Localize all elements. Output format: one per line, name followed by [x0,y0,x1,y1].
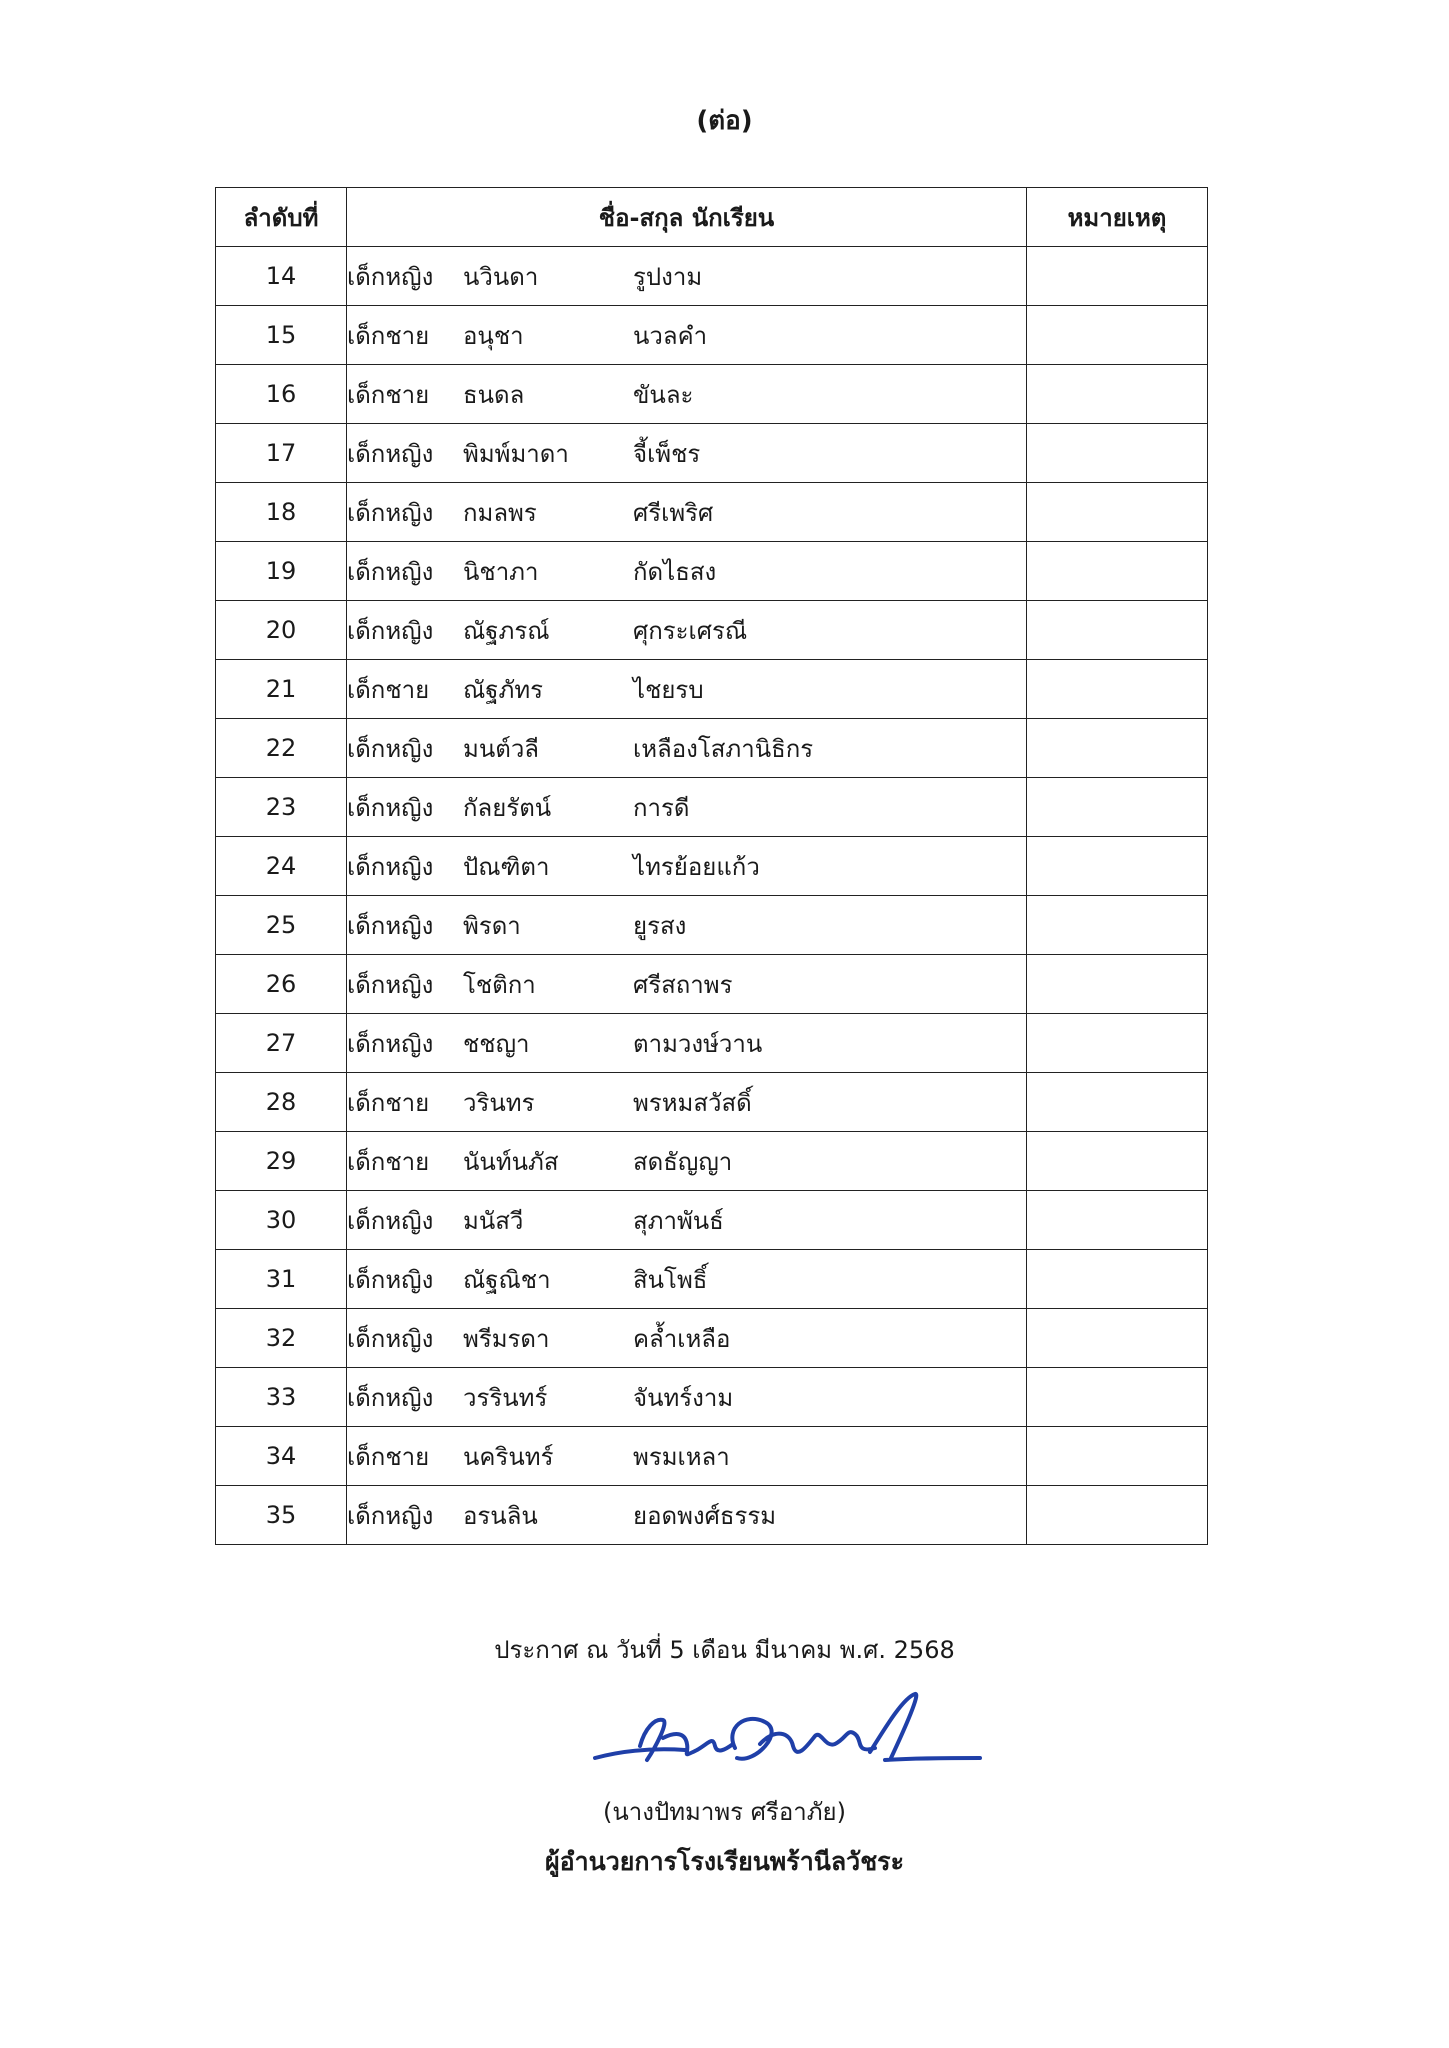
student-name-cell [347,247,1027,306]
last-name: ศรีเพริศ [633,498,714,527]
last-name: นวลคำ [633,321,708,350]
table-row [216,778,1208,837]
note-cell [1027,1132,1208,1191]
row-number: 16 [216,365,347,424]
row-number: 18 [216,483,347,542]
student-name-cell [347,1014,1027,1073]
student-name-cell [347,424,1027,483]
name-prefix: เด็กหญิง [347,262,434,291]
name-prefix: เด็กชาย [347,1442,430,1471]
note-cell [1027,601,1208,660]
last-name: ยูรสง [633,911,687,940]
row-number: 27 [216,1014,347,1073]
student-name-cell [347,1191,1027,1250]
first-name: นครินทร์ [463,1442,554,1471]
student-name-cell [347,1309,1027,1368]
row-number: 24 [216,837,347,896]
row-number: 30 [216,1191,347,1250]
table-row [216,955,1208,1014]
table-row [216,247,1208,306]
first-name: พรีมรดา [463,1324,550,1353]
row-number: 14 [216,247,347,306]
student-name-cell [347,1427,1027,1486]
name-prefix: เด็กหญิง [347,1265,434,1294]
name-prefix: เด็กหญิง [347,970,434,999]
table-row [216,1309,1208,1368]
note-cell [1027,1191,1208,1250]
first-name: พิมพ์มาดา [463,439,569,468]
header-note: หมายเหตุ [1027,188,1208,247]
table-row [216,660,1208,719]
student-name-cell [347,1132,1027,1191]
note-cell [1027,1486,1208,1545]
student-name-cell [347,955,1027,1014]
first-name: ชชญา [463,1029,530,1058]
note-cell [1027,365,1208,424]
student-name-cell [347,778,1027,837]
table-body [216,247,1208,1545]
table-row [216,542,1208,601]
note-cell [1027,955,1208,1014]
last-name: กัดไธสง [633,557,717,586]
first-name: กัลยรัตน์ [463,793,552,822]
row-number: 31 [216,1250,347,1309]
name-prefix: เด็กหญิง [347,1383,434,1412]
student-name-cell [347,306,1027,365]
table-row [216,306,1208,365]
note-cell [1027,306,1208,365]
first-name: มนต์วลี [463,734,539,763]
first-name: มนัสวี [463,1206,524,1235]
first-name: พิรดา [463,911,521,940]
first-name: อนุชา [463,321,524,350]
name-prefix: เด็กชาย [347,380,430,409]
row-number: 22 [216,719,347,778]
table-row [216,837,1208,896]
note-cell [1027,1014,1208,1073]
name-prefix: เด็กชาย [347,321,430,350]
first-name: อรนลิน [463,1501,538,1530]
last-name: จันทร์งาม [633,1383,734,1412]
note-cell [1027,247,1208,306]
row-number: 17 [216,424,347,483]
student-name-cell [347,719,1027,778]
table-row [216,1191,1208,1250]
row-number: 19 [216,542,347,601]
note-cell [1027,1368,1208,1427]
table-row [216,483,1208,542]
student-name-cell [347,660,1027,719]
last-name: ขันละ [633,380,694,409]
table-row [216,1250,1208,1309]
name-prefix: เด็กหญิง [347,439,434,468]
row-number: 29 [216,1132,347,1191]
student-name-cell [347,483,1027,542]
table-row [216,1486,1208,1545]
table-row [216,719,1208,778]
name-prefix: เด็กชาย [347,675,430,704]
first-name: วรรินทร์ [463,1383,548,1412]
first-name: ปัณฑิตา [463,852,550,881]
student-name-cell [347,542,1027,601]
signature-image [585,1688,985,1798]
table-header-row [216,188,1208,247]
row-number: 20 [216,601,347,660]
last-name: พรมเหลา [633,1442,730,1471]
first-name: นวินดา [463,262,539,291]
last-name: จี้เพ็ชร [633,439,701,468]
note-cell [1027,1073,1208,1132]
announcement-date: ประกาศ ณ วันที่ 5 เดือน มีนาคม พ.ศ. 2568 [494,1636,955,1664]
last-name: ตามวงษ์วาน [633,1029,763,1058]
student-name-cell [347,1368,1027,1427]
first-name: นิชาภา [463,557,539,586]
note-cell [1027,837,1208,896]
signer-title: ผู้อำนวยการโรงเรียนพร้านีลวัชระ [544,1847,905,1876]
table-row [216,601,1208,660]
table-row [216,1427,1208,1486]
header-number: ลำดับที่ [216,188,347,247]
student-name-cell [347,1073,1027,1132]
student-name-cell [347,837,1027,896]
last-name: รูปงาม [633,262,703,291]
student-name-cell [347,365,1027,424]
first-name: ณัฐภรณ์ [463,616,550,645]
table-row [216,1014,1208,1073]
table-row [216,1368,1208,1427]
student-name-cell [347,1486,1027,1545]
student-table [215,187,1208,1545]
last-name: เหลืองโสภานิธิกร [633,734,814,763]
note-cell [1027,1309,1208,1368]
note-cell [1027,1427,1208,1486]
last-name: ศรีสถาพร [633,970,733,999]
name-prefix: เด็กชาย [347,1088,430,1117]
note-cell [1027,719,1208,778]
name-prefix: เด็กหญิง [347,1324,434,1353]
student-name-cell [347,1250,1027,1309]
note-cell [1027,896,1208,955]
name-prefix: เด็กหญิง [347,616,434,645]
last-name: ไชยรบ [633,675,704,704]
first-name: กมลพร [463,498,537,527]
continued-label: (ต่อ) [696,106,753,136]
note-cell [1027,778,1208,837]
name-prefix: เด็กชาย [347,1147,430,1176]
name-prefix: เด็กหญิง [347,911,434,940]
row-number: 25 [216,896,347,955]
name-prefix: เด็กหญิง [347,793,434,822]
last-name: ยอดพงศ์ธรรม [633,1501,777,1530]
note-cell [1027,483,1208,542]
row-number: 23 [216,778,347,837]
table-row [216,424,1208,483]
first-name: ณัฐภัทร [463,675,544,704]
signer-name: (นางปัทมาพร ศรีอาภัย) [603,1798,846,1826]
name-prefix: เด็กหญิง [347,1206,434,1235]
note-cell [1027,1250,1208,1309]
header-name: ชื่อ-สกุล นักเรียน [347,188,1027,247]
student-name-cell [347,896,1027,955]
last-name: สดธัญญา [633,1147,733,1176]
table-row [216,1132,1208,1191]
row-number: 21 [216,660,347,719]
table-row [216,365,1208,424]
note-cell [1027,424,1208,483]
table-row [216,896,1208,955]
last-name: พรหมสวัสดิ์ [633,1088,752,1117]
table-row [216,1073,1208,1132]
row-number: 28 [216,1073,347,1132]
row-number: 33 [216,1368,347,1427]
last-name: ไทรย้อยแก้ว [633,852,760,881]
note-cell [1027,660,1208,719]
last-name: สุภาพันธ์ [633,1206,724,1235]
row-number: 34 [216,1427,347,1486]
name-prefix: เด็กหญิง [347,734,434,763]
name-prefix: เด็กหญิง [347,1501,434,1530]
last-name: การดี [633,793,690,822]
student-name-cell [347,601,1027,660]
last-name: สินโพธิ์ [633,1265,708,1294]
name-prefix: เด็กหญิง [347,852,434,881]
name-prefix: เด็กหญิง [347,1029,434,1058]
name-prefix: เด็กหญิง [347,557,434,586]
last-name: คล้ำเหลือ [633,1324,731,1353]
name-prefix: เด็กหญิง [347,498,434,527]
first-name: โชติกา [463,970,536,999]
row-number: 26 [216,955,347,1014]
first-name: ณัฐณิชา [463,1265,551,1294]
first-name: นันท์นภัส [463,1147,559,1176]
row-number: 15 [216,306,347,365]
row-number: 32 [216,1309,347,1368]
row-number: 35 [216,1486,347,1545]
first-name: วรินทร [463,1088,535,1117]
first-name: ธนดล [463,380,525,409]
note-cell [1027,542,1208,601]
last-name: ศุกระเศรณี [633,616,748,645]
